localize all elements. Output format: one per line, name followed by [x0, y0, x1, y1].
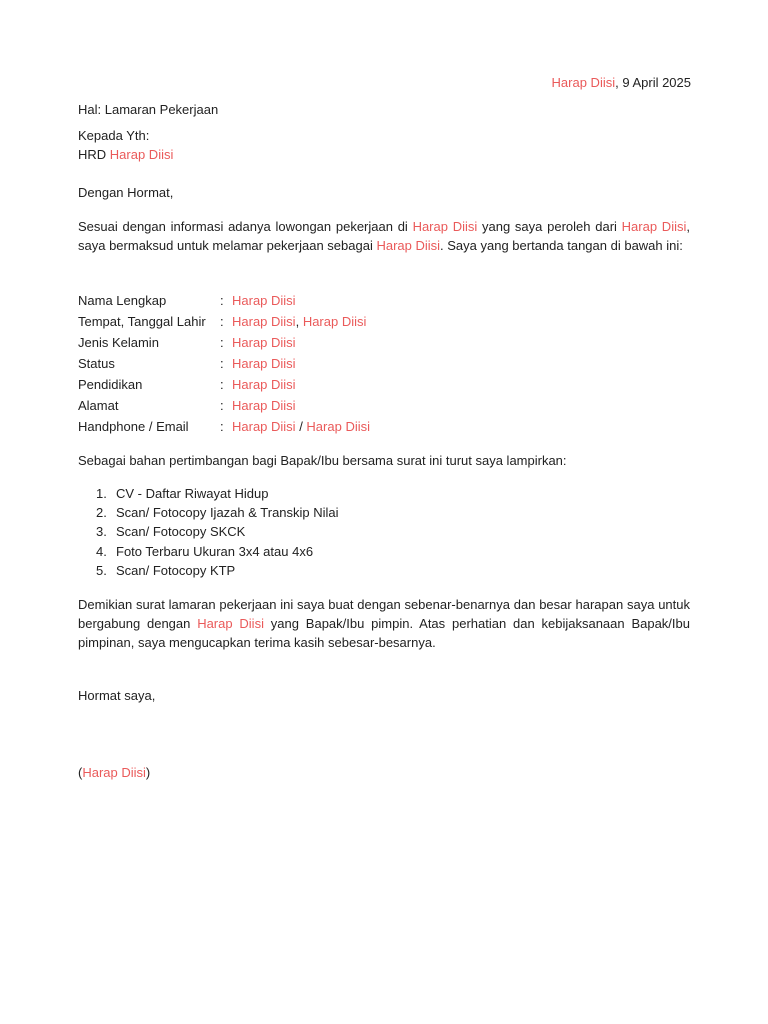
placeholder-status[interactable]: Harap Diisi — [232, 356, 296, 371]
detail-value — [232, 395, 370, 416]
detail-label: Nama Lengkap — [78, 293, 167, 308]
list-item — [78, 542, 339, 561]
detail-joiner: , — [295, 314, 303, 329]
detail-value — [232, 374, 370, 395]
detail-value — [232, 311, 370, 332]
list-text: Scan/ Fotocopy KTP — [116, 562, 236, 578]
detail-label: Status — [78, 356, 115, 371]
greeting: Dengan Hormat, — [78, 185, 174, 200]
intro-paragraph — [78, 217, 690, 255]
intro-text-4: . Saya yang bertanda tangan di bawah ini: — [440, 238, 683, 253]
detail-value — [232, 416, 370, 437]
detail-separator: : — [220, 335, 224, 350]
subject-line: Hal: Lamaran Pekerjaan — [78, 102, 219, 117]
signature-close-paren: ) — [145, 765, 151, 780]
detail-value — [232, 353, 370, 374]
recipient-line — [78, 145, 173, 164]
signature-open-paren: ( — [78, 765, 83, 780]
placeholder-source[interactable]: Harap Diisi — [621, 219, 687, 234]
placeholder-company[interactable]: Harap Diisi — [109, 147, 174, 162]
detail-label: Handphone / Email — [78, 419, 189, 434]
list-number: 3. — [96, 524, 107, 540]
detail-row — [78, 374, 370, 395]
detail-separator: : — [220, 356, 224, 371]
intro-text-1: Sesuai dengan informasi adanya lowongan pekerjaan di — [78, 219, 413, 234]
list-text: Foto Terbaru Ukuran 3x4 atau 4x6 — [116, 543, 314, 559]
detail-separator: : — [220, 293, 224, 308]
sign-off: Hormat saya, — [78, 688, 156, 703]
detail-row — [78, 290, 370, 311]
recipient-label: Kepada Yth: — [78, 128, 150, 143]
placeholder-company-intro[interactable]: Harap Diisi — [412, 219, 478, 234]
detail-row — [78, 395, 370, 416]
list-text: Scan/ Fotocopy Ijazah & Transkip Nilai — [116, 505, 339, 521]
intro-text-3: , saya bermaksud untuk melamar pekerjaan sebagai — [78, 219, 690, 253]
placeholder-position[interactable]: Harap Diisi — [376, 238, 441, 253]
list-item — [78, 484, 339, 503]
list-number: 1. — [96, 486, 107, 501]
detail-row — [78, 311, 370, 332]
detail-joiner: / — [295, 419, 307, 434]
detail-separator: : — [220, 314, 224, 329]
placeholder-company-closing[interactable]: Harap Diisi — [197, 616, 264, 631]
placeholder-birthdate[interactable]: Harap Diisi — [302, 314, 367, 329]
detail-label: Pendidikan — [78, 377, 143, 392]
closing-paragraph — [78, 595, 690, 652]
detail-separator: : — [220, 398, 224, 413]
list-item — [78, 522, 339, 541]
list-item — [78, 503, 339, 522]
detail-row — [78, 416, 370, 437]
placeholder-signature-name[interactable]: Harap Diisi — [82, 765, 146, 780]
detail-value — [232, 332, 370, 353]
applicant-details-table — [78, 290, 370, 437]
detail-label: Jenis Kelamin — [78, 335, 159, 350]
detail-row — [78, 332, 370, 353]
closing-text-1: Demikian surat lamaran pekerjaan ini saya buat dengan sebenar-benarnya dan besar harapan saya untuk bergabung dengan — [78, 597, 690, 631]
detail-row — [78, 353, 370, 374]
list-number: 4. — [96, 543, 107, 559]
list-number: 2. — [96, 505, 107, 521]
list-number: 5. — [96, 562, 107, 578]
placeholder-gender[interactable]: Harap Diisi — [232, 335, 296, 350]
placeholder-phone[interactable]: Harap Diisi — [232, 419, 296, 434]
detail-value — [232, 290, 370, 311]
attachments-intro: Sebagai bahan pertimbangan bagi Bapak/Ibu bersama surat ini turut saya lampirkan: — [78, 453, 567, 468]
date-line — [552, 73, 691, 92]
placeholder-email[interactable]: Harap Diisi — [306, 419, 370, 434]
intro-text-2: yang saya peroleh dari — [477, 219, 622, 234]
date-text: , 9 April 2025 — [615, 75, 691, 90]
detail-label: Alamat — [78, 398, 119, 413]
placeholder-address[interactable]: Harap Diisi — [232, 398, 296, 413]
list-text: CV - Daftar Riwayat Hidup — [116, 486, 269, 501]
signature-line — [78, 763, 150, 782]
placeholder-name[interactable]: Harap Diisi — [232, 293, 296, 308]
placeholder-birthplace[interactable]: Harap Diisi — [232, 314, 296, 329]
detail-separator: : — [220, 377, 224, 392]
placeholder-education[interactable]: Harap Diisi — [232, 377, 296, 392]
detail-label: Tempat, Tanggal Lahir — [78, 314, 206, 329]
placeholder-city[interactable]: Harap Diisi — [551, 75, 616, 90]
detail-separator: : — [220, 419, 224, 434]
closing-text-2: yang Bapak/Ibu pimpin. Atas perhatian dan kebijaksanaan Bapak/Ibu pimpinan, saya mengucapkan terima kasih sebesar-besarnya. — [78, 616, 690, 650]
recipient-prefix: HRD — [78, 147, 110, 162]
list-text: Scan/ Fotocopy SKCK — [116, 524, 246, 540]
list-item — [78, 561, 339, 580]
attachments-list — [78, 484, 339, 580]
